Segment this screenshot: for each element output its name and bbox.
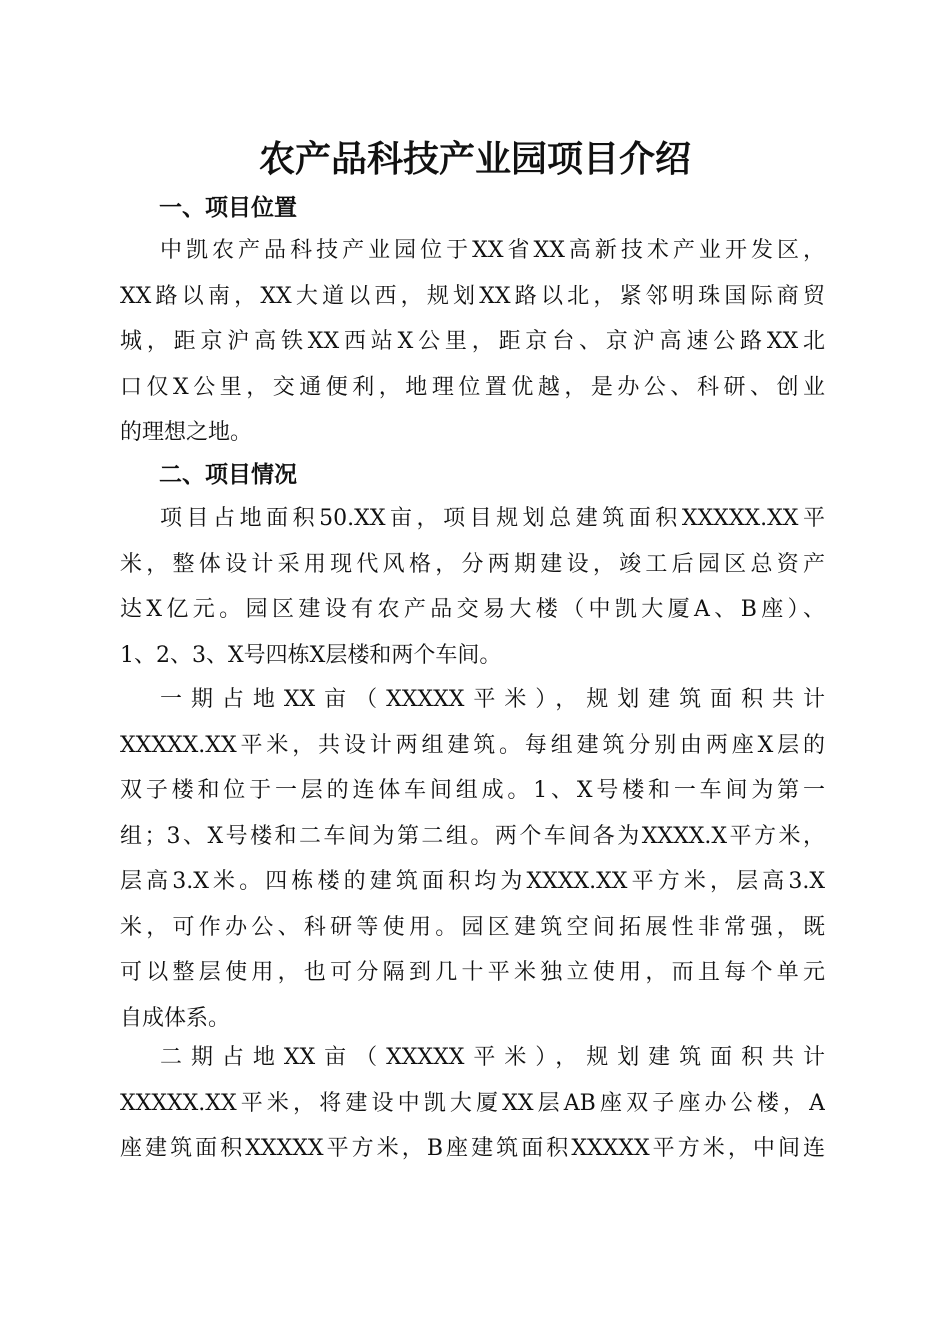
paragraph-line: XXXXX.XX平米，将建设中凯大厦XX层AB座双子座办公楼，A [120, 1090, 825, 1116]
paragraph-line: 中凯农产品科技产业园位于XX省XX高新技术产业开发区， [160, 238, 825, 263]
document-title: 农产品科技产业园项目介绍 [258, 138, 691, 180]
paragraph-line: 双子楼和位于一层的连体车间组成。1、X号楼和一车间为第一 [120, 778, 825, 803]
paragraph-line: 1、2、3、X号四栋X层楼和两个车间。 [120, 642, 502, 668]
paragraph-line: 二期占地XX亩（XXXXX平米），规划建筑面积共计 [160, 1045, 825, 1070]
paragraph-overview [120, 496, 825, 678]
paragraph-line: 座建筑面积XXXXX平方米，B座建筑面积XXXXX平方米，中间连 [120, 1136, 825, 1161]
paragraph-location [120, 228, 825, 456]
paragraph-line: 米，可作办公、科研等使用。园区建筑空间拓展性非常强，既 [120, 914, 825, 940]
paragraph-phase-two [120, 1035, 825, 1172]
paragraph-line: 达X亿元。园区建设有农产品交易大楼（中凯大厦A、B座）、 [120, 597, 825, 622]
paragraph-line: 口仅X公里，交通便利，地理位置优越，是办公、科研、创业 [120, 374, 825, 400]
section-heading-location: 一、项目位置 [159, 195, 297, 221]
paragraph-line: 一期占地XX亩（XXXXX平米），规划建筑面积共计 [160, 687, 825, 712]
paragraph-line: 层高3.X米。四栋楼的建筑面积均为XXXX.XX平方米，层高3.X [120, 869, 825, 894]
paragraph-phase-one [120, 677, 825, 1041]
paragraph-line: 自成体系。 [120, 1005, 231, 1031]
paragraph-line: 城，距京沪高铁XX西站X公里，距京台、京沪高速公路XX北 [120, 329, 825, 354]
paragraph-line: 的理想之地。 [120, 420, 253, 445]
paragraph-line: 项目占地面积50.XX亩，项目规划总建筑面积XXXXX.XX平 [160, 506, 825, 531]
paragraph-line: 组；3、X号楼和二车间为第二组。两个车间各为XXXX.X平方米， [120, 823, 825, 849]
paragraph-line: XX路以南，XX大道以西，规划XX路以北，紧邻明珠国际商贸 [120, 283, 825, 309]
section-heading-overview: 二、项目情况 [159, 462, 297, 488]
paragraph-line: 米，整体设计采用现代风格，分两期建设，竣工后园区总资产 [120, 551, 825, 577]
paragraph-line: 可以整层使用，也可分隔到几十平米独立使用，而且每个单元 [120, 960, 825, 985]
paragraph-line: XXXXX.XX平米，共设计两组建筑。每组建筑分别由两座X层的 [120, 732, 825, 758]
